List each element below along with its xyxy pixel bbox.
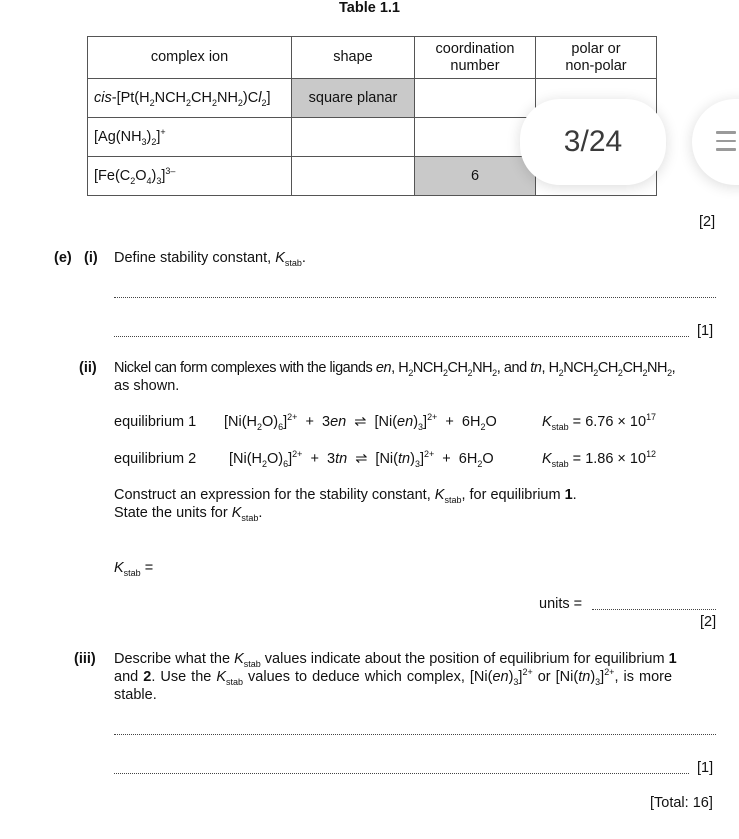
complex-ion-fe: $[Fe(C_2O_4)_3]^{3-}$: [88, 157, 292, 196]
page-indicator[interactable]: 3/24: [520, 99, 666, 185]
complex-ion-ag: $[Ag(NH_3)_2]^+$: [88, 118, 292, 157]
equilibrium-2-kstab: $K_{stab} = 1.86 \times 10^{12}$: [542, 449, 657, 469]
total-marks: [Total: 16]: [650, 795, 713, 811]
equilibrium-2: equilibrium 2: [114, 451, 197, 467]
part-ii-task-1: Construct an expression for the stability constant, $K_{stab}$, for equilibrium 1.: [114, 487, 577, 505]
header-coordination-number: coordination number: [415, 37, 536, 79]
equilibrium-1-kstab: $K_{stab} = 6.76 \times 10^{17}$: [542, 412, 657, 432]
equilibrium-1-equation: $[Ni(H_2O)_6]^{2+} + 3en$ ⇌ $[Ni(en)_3]^{2+} + 6H_2O$: [224, 412, 497, 432]
part-iii-mark: [1]: [697, 760, 714, 776]
part-i-label: (i): [84, 250, 98, 266]
cell-shape-fe[interactable]: [292, 157, 415, 196]
part-ii-intro: Nickel can form complexes with the ligands en, $H_2NCH_2CH_2NH_2$, and tn, $H_2NCH_2CH_2CH_2NH_2$,: [114, 360, 676, 378]
part-i-question: Define stability constant, $K_{stab}$.: [114, 250, 306, 268]
part-ii-mark: [2]: [700, 614, 717, 630]
cell-coord-pt[interactable]: [415, 79, 536, 118]
complex-ion-pt: cis-$[Pt(H_2NCH_2CH_2NH_2)Cl_2]$: [88, 79, 292, 118]
cell-shape-ag[interactable]: [292, 118, 415, 157]
cell-coord-ag[interactable]: [415, 118, 536, 157]
hamburger-menu-icon: [716, 131, 736, 157]
table-title: Table 1.1: [339, 0, 400, 16]
units-answer-line[interactable]: [592, 609, 716, 610]
equilibrium-2-equation: $[Ni(H_2O)_6]^{2+} + 3tn$ ⇌ $[Ni(tn)_3]^{2+} + 6H_2O$: [229, 449, 494, 469]
header-shape: shape: [292, 37, 415, 79]
part-iii-line-2: and 2. Use the $K_{stab}$ values to deduce which complex, $[Ni(en)_3]^{2+}$ or $[Ni(tn)_3]^{2+}$, is more: [114, 667, 673, 687]
part-iii-line-1: Describe what the $K_{stab}$ values indicate about the position of equilibrium for equilibrium 1: [114, 651, 677, 669]
part-ii-label: (ii): [79, 360, 97, 376]
answer-line[interactable]: [114, 297, 716, 298]
answer-line[interactable]: [114, 773, 689, 774]
table-mark: [2]: [699, 214, 716, 230]
part-i-mark: [1]: [697, 323, 714, 339]
cell-shape-pt: square planar: [292, 79, 415, 118]
cell-coord-fe: 6: [415, 157, 536, 196]
header-complex-ion: complex ion: [88, 37, 292, 79]
part-ii-task-2: State the units for $K_{stab}$.: [114, 505, 263, 523]
part-iii-line-3: stable.: [114, 687, 157, 703]
header-polar: polar or non-polar: [536, 37, 657, 79]
menu-button[interactable]: [692, 99, 739, 185]
part-iii-label: (iii): [74, 651, 96, 667]
answer-line[interactable]: [114, 336, 689, 337]
answer-line[interactable]: [114, 734, 716, 735]
part-e-label: (e): [54, 250, 72, 266]
part-ii-intro-end: as shown.: [114, 378, 180, 394]
part-i-text: Define stability constant,: [114, 250, 276, 266]
equilibrium-1: equilibrium 1: [114, 414, 197, 430]
kstab-expression[interactable]: $K_{stab}$ =: [114, 560, 154, 578]
units-label: units =: [539, 596, 583, 612]
